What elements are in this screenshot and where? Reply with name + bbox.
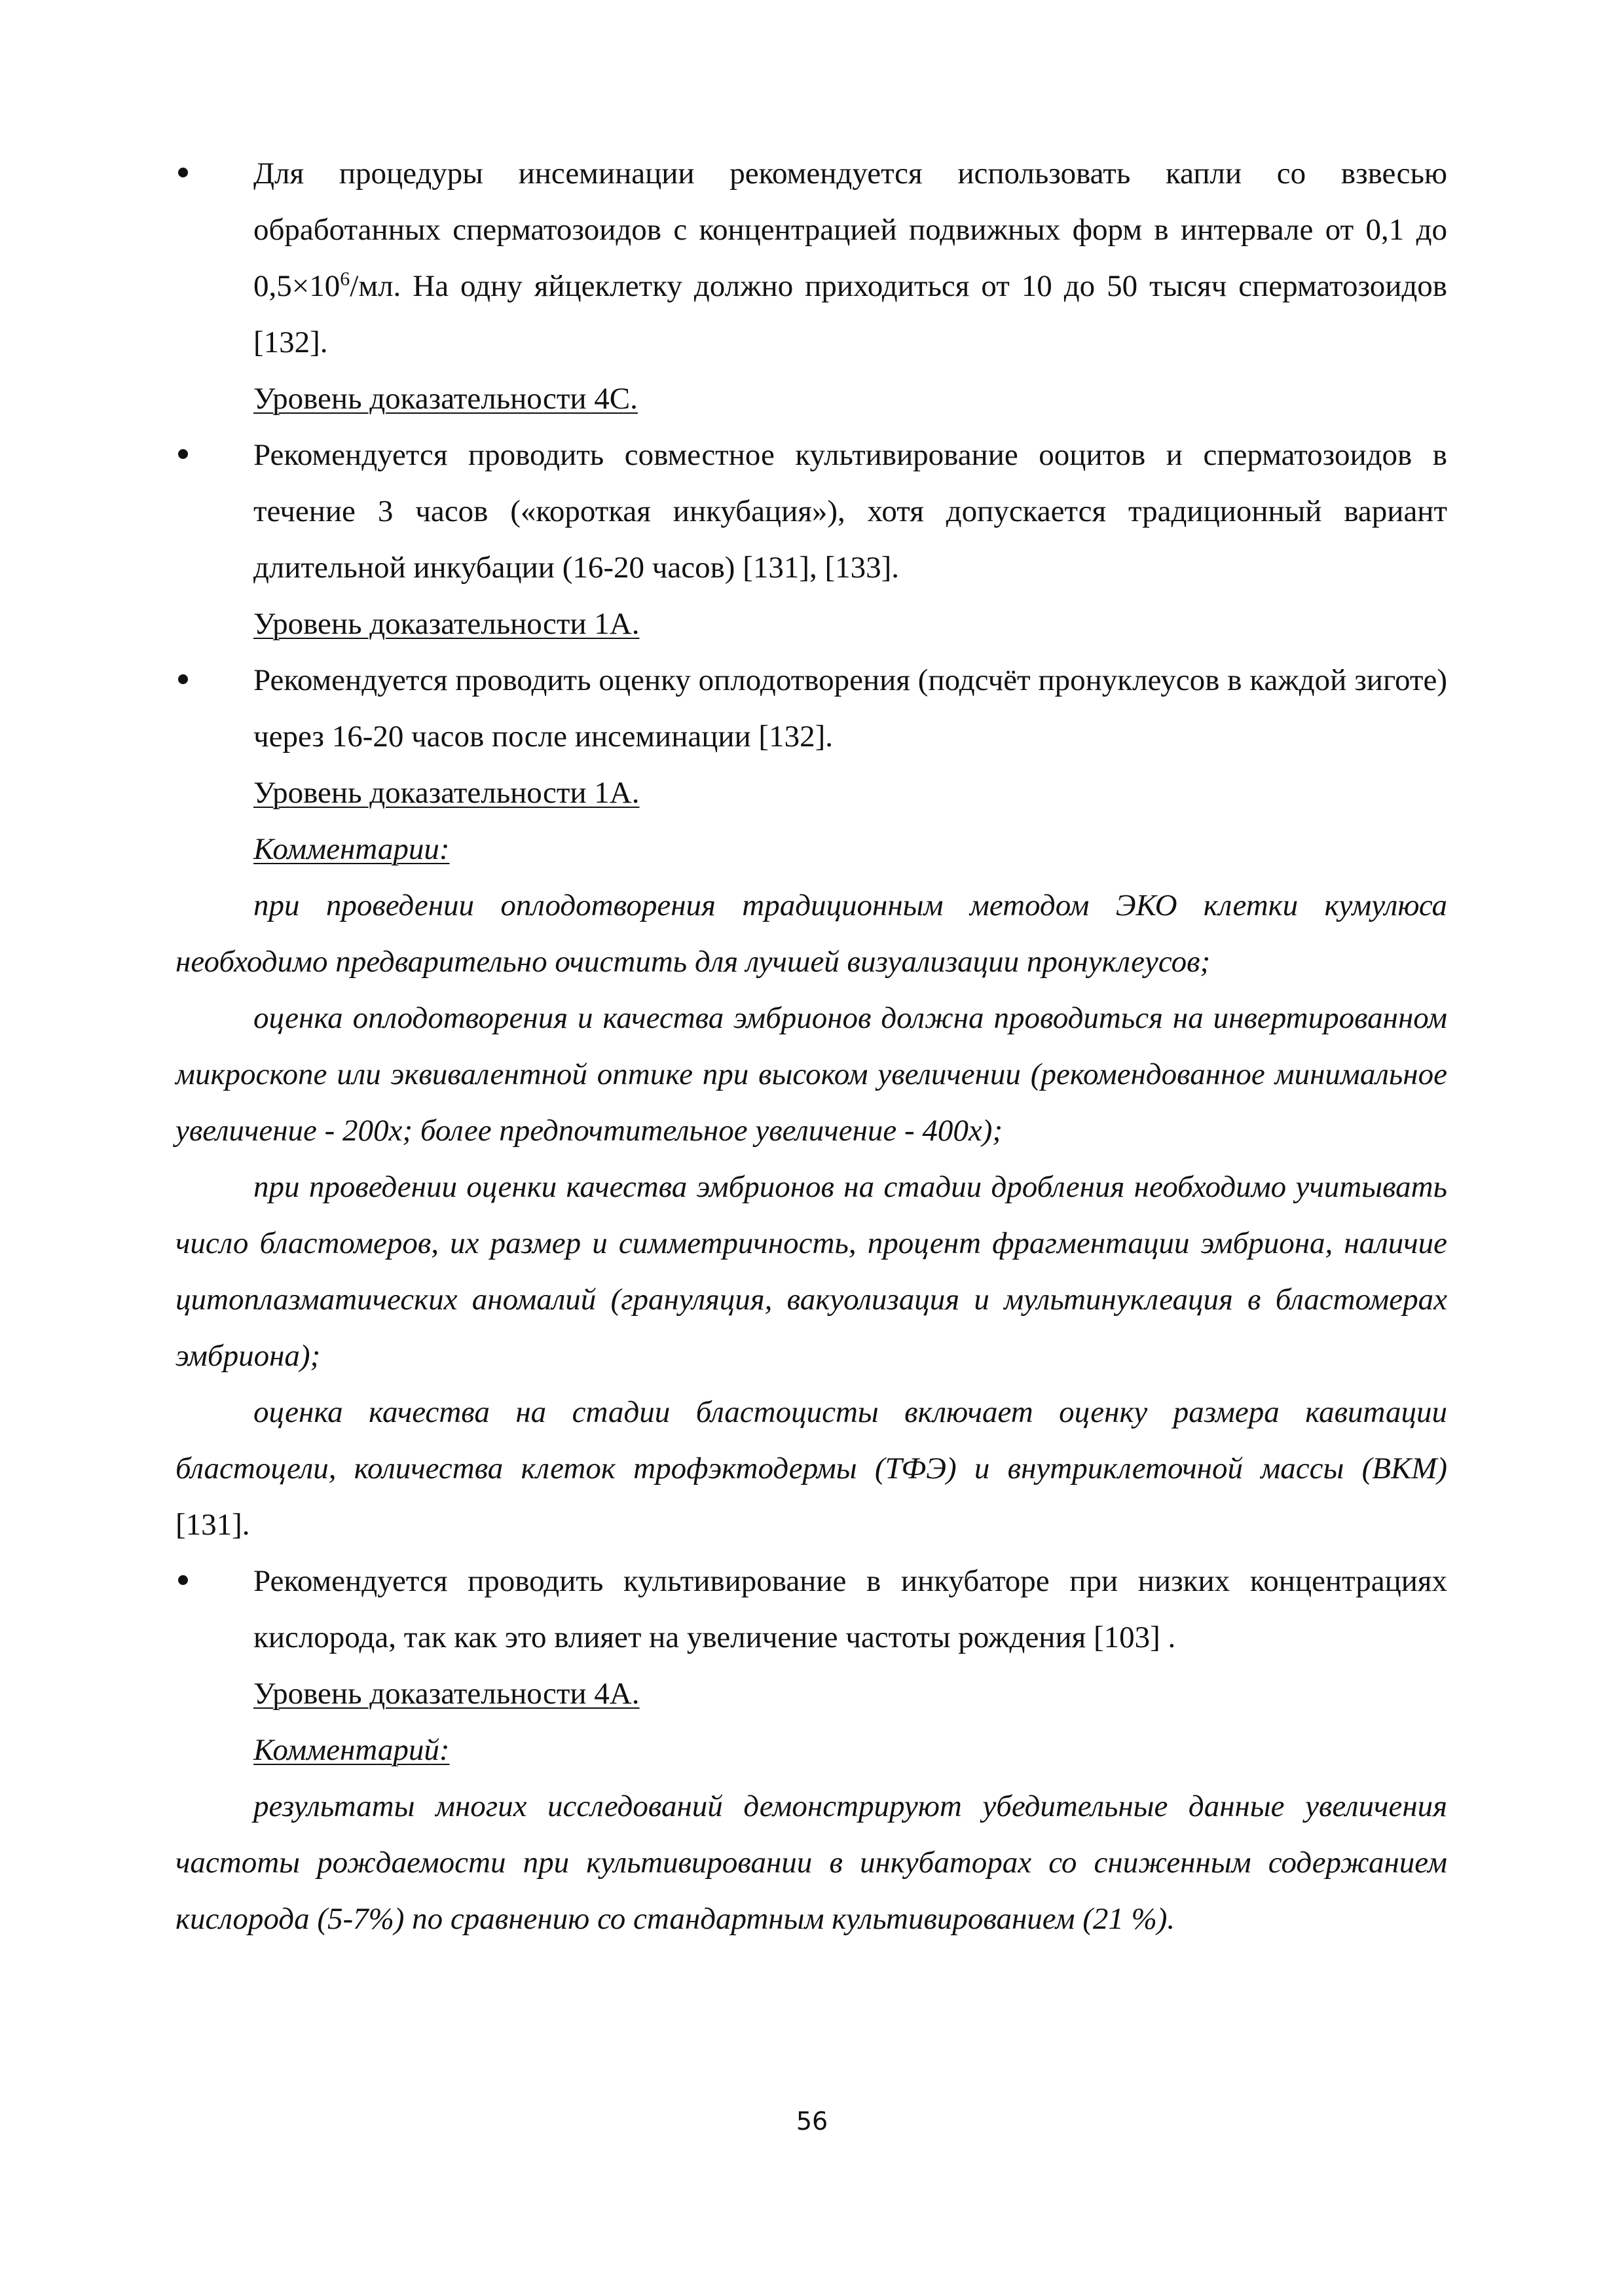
bullet-icon [178,168,188,177]
comment-paragraph: при проведении оценки качества эмбрионов на стадии дробления необходимо учитывать число бластомеров, их размер и симметричность, процент фрагментации эмбриона, наличие цитоплазматических аномалий (грануляция, вакуолизация и мультинуклеация в бластомерах эмбриона); [175,1170,1447,1373]
comment-paragraph: оценка оплодотворения и качества эмбрионов должна проводиться на инвертированном микроскопе или эквивалентной оптике при высоком увеличении (рекомендованное минимальное увеличение - 200х; более предпочтительное увеличение - 400х); [175,1001,1447,1148]
bullet-icon [178,449,188,459]
page-number: 56 [796,2107,828,2136]
recommendation-2-text: Рекомендуется проводить совместное культивирование ооцитов и сперматозоидов в течение 3 часов («короткая инкубация»), хотя допускается традиционный вариант длительной инкубации (16-20 часов) [131], [133]. [253,438,1447,585]
recommendation-1-superscript: 6 [340,268,350,290]
bullet-icon [178,1575,188,1585]
comment-reference: [131]. [175,1508,250,1542]
recommendation-2 [175,427,1447,596]
recommendation-1-text: Для процедуры инсеминации рекомендуется использовать капли со взвесью обработанных сперматозоидов с концентрацией подвижных форм в интервале от 0,1 до 0,5×10 [253,156,1447,303]
comment-paragraph [175,1384,1447,1553]
recommendation-4-text: Рекомендуется проводить культивирование в инкубаторе при низких концентрациях кислорода, так как это влияет на увеличение частоты рождения [103] . [253,1564,1447,1654]
evidence-level-1: Уровень доказательности 4С. [253,382,638,416]
evidence-level-3: Уровень доказательности 1А. [253,776,640,810]
page-body [175,145,1447,1947]
bullet-icon [178,674,188,684]
comment-paragraph-text: оценка качества на стадии бластоцисты включает оценку размера кавитации бластоцели, количества клеток трофэктодермы (ТФЭ) и внутриклеточной массы (ВКМ) [175,1395,1447,1485]
recommendation-4 [175,1553,1447,1666]
comments-heading-3: Комментарии: [253,832,450,866]
recommendation-3 [175,652,1447,765]
recommendation-1-text-after: /мл. На одну яйцеклетку должно приходиться от 10 до 50 тысяч сперматозоидов [132]. [253,269,1447,359]
evidence-level-4: Уровень доказательности 4А. [253,1677,640,1711]
evidence-level-2: Уровень доказательности 1А. [253,607,640,641]
comment-paragraph: результаты многих исследований демонстрируют убедительные данные увеличения частоты рождаемости при культивировании в инкубаторах со сниженным содержанием кислорода (5-7%) по сравнению со стандартным культивированием (21 %). [175,1789,1447,1936]
comment-paragraph: при проведении оплодотворения традиционным методом ЭКО клетки кумулюса необходимо предварительно очистить для лучшей визуализации пронуклеусов; [175,888,1447,979]
recommendation-1 [175,145,1447,371]
recommendation-3-text: Рекомендуется проводить оценку оплодотворения (подсчёт пронуклеусов в каждой зиготе) через 16-20 часов после инсеминации [132]. [253,663,1447,754]
comments-heading-4: Комментарий: [253,1733,450,1767]
